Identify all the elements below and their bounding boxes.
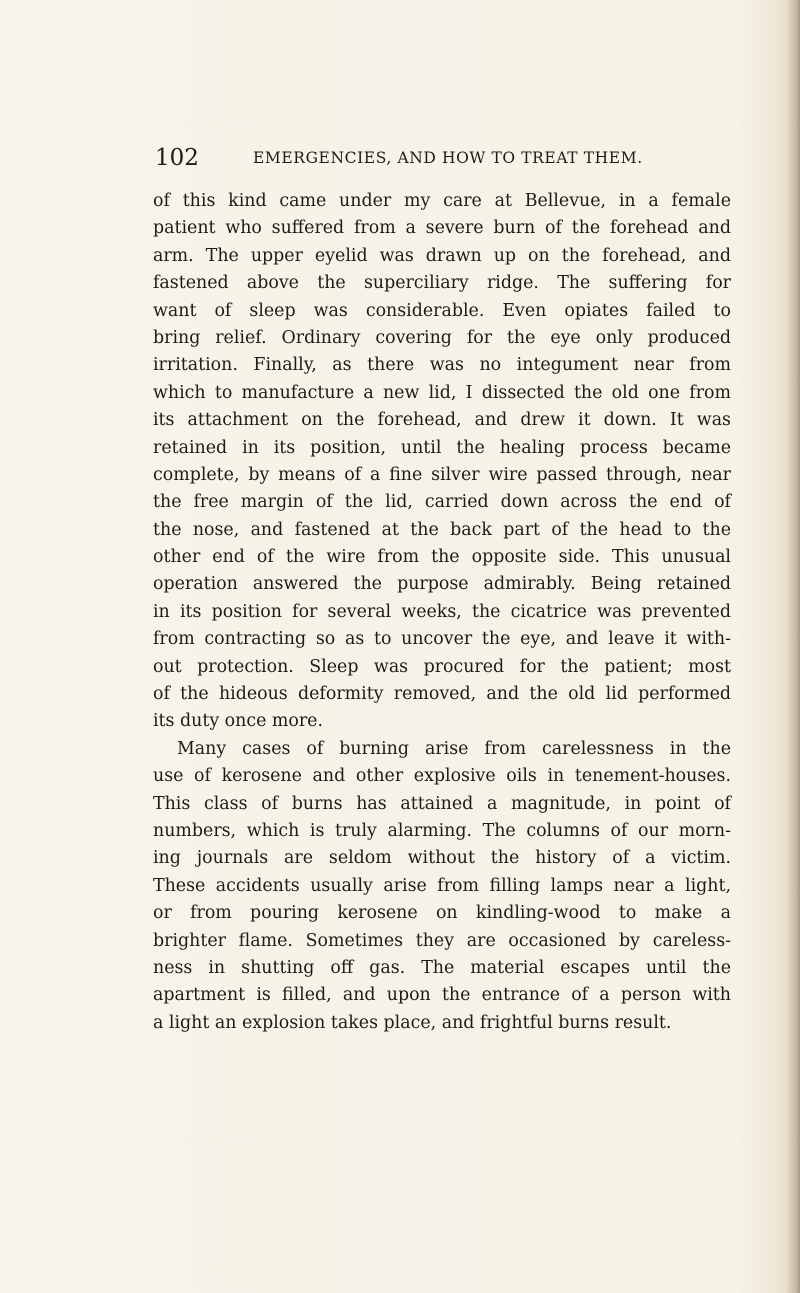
text-line: brighter flame. Sometimes they are occasioned by careless- <box>153 930 731 951</box>
text-line: from contracting so as to uncover the eye, and leave it with- <box>153 629 731 650</box>
paragraph-1 <box>153 188 731 736</box>
text-line: ing journals are seldom without the history of a victim. <box>153 848 731 869</box>
text-line: its duty once more. <box>153 711 324 732</box>
text-line: numbers, which is truly alarming. The columns of our morn- <box>153 820 731 841</box>
text-line: of this kind came under my care at Bellevue, in a female <box>153 191 731 211</box>
text-line: of the hideous deformity removed, and the old lid performed <box>153 684 731 705</box>
text-line: its attachment on the forehead, and drew it down. It was <box>153 410 731 431</box>
running-head <box>155 145 775 171</box>
text-line: the free margin of the lid, carried down across the end of <box>153 492 731 513</box>
text-line: arm. The upper eyelid was drawn up on the forehead, and <box>153 245 731 266</box>
text-line: patient who suffered from a severe burn of the forehead and <box>153 218 731 239</box>
text-line: or from pouring kerosene on kindling-wood to make a <box>153 903 731 924</box>
text-line: the nose, and fastened at the back part of the head to the <box>153 519 731 540</box>
text-line: a light an explosion takes place, and frightful burns result. <box>153 1012 672 1033</box>
text-line: bring relief. Ordinary covering for the eye only produced <box>153 327 731 348</box>
paragraph-2 <box>153 736 731 1037</box>
text-line: in its position for several weeks, the cicatrice was prevented <box>153 601 731 622</box>
body-text <box>153 188 731 1037</box>
text-line: use of kerosene and other explosive oils in tenement-houses. <box>153 766 731 787</box>
text-line: complete, by means of a fine silver wire passed through, near <box>153 464 731 485</box>
text-line: irritation. Finally, as there was no integument near from <box>153 355 731 376</box>
text-line: out protection. Sleep was procured for the patient; most <box>153 656 731 677</box>
text-line: This class of burns has attained a magnitude, in point of <box>153 793 731 814</box>
text-line: other end of the wire from the opposite side. This unusual <box>153 547 731 568</box>
text-line: Many cases of burning arise from carelessness in the <box>177 738 731 759</box>
text-line: want of sleep was considerable. Even opiates failed to <box>153 300 731 321</box>
page-edge-shadow <box>786 0 800 1293</box>
text-line: operation answered the purpose admirably. Being retained <box>153 574 731 595</box>
text-line: fastened above the superciliary ridge. The suffering for <box>153 273 731 294</box>
text-line: These accidents usually arise from filling lamps near a light, <box>153 875 731 896</box>
text-line: ness in shutting off gas. The material escapes until the <box>153 957 731 978</box>
running-head-title: EMERGENCIES, AND HOW TO TREAT THEM. <box>253 149 643 167</box>
text-line: retained in its position, until the healing process became <box>153 437 731 458</box>
page-number: 102 <box>155 145 199 171</box>
text-line: which to manufacture a new lid, I dissected the old one from <box>153 382 731 403</box>
text-line: apartment is filled, and upon the entrance of a person with <box>153 985 731 1006</box>
